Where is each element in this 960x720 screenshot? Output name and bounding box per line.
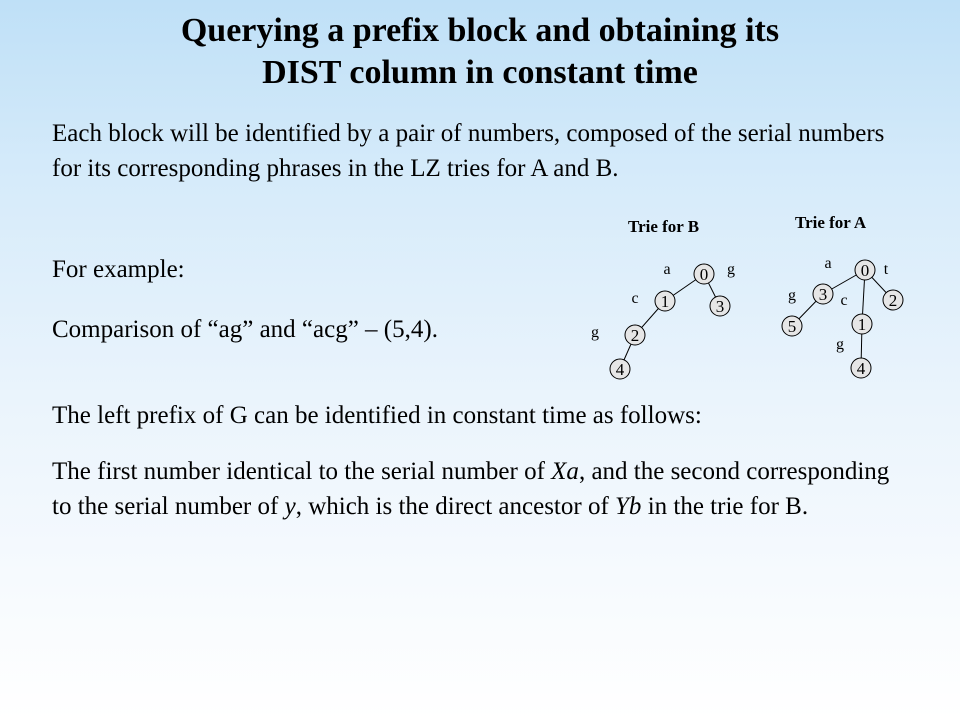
trie-a-edge-g2: g <box>836 336 844 353</box>
trie-a-node-3 <box>813 284 833 304</box>
trie-a-node-2 <box>883 290 903 310</box>
trie-a-node-5 <box>782 316 802 336</box>
trie-diagrams <box>560 200 920 400</box>
para5-y: y <box>284 493 296 520</box>
paragraph-left-prefix: The left prefix of G can be identified in constant time as follows: <box>52 402 702 429</box>
trie-a-edge-a: a <box>824 255 832 272</box>
svg-text:0: 0 <box>860 261 870 280</box>
trie-a-node-1 <box>852 314 872 334</box>
paragraph-block-identification: Each block will be identified by a pair of numbers, composed of the serial numbers for its corresponding phrases in the LZ tries for A and B. <box>52 120 885 182</box>
para5-text-3: , which is the direct ancestor of <box>295 493 616 520</box>
title-line-1: Querying a prefix block and obtaining its <box>180 12 780 49</box>
slide-title <box>0 10 960 94</box>
title-line-2: DIST column in constant time <box>262 54 698 91</box>
svg-text:2: 2 <box>888 291 898 310</box>
trie-a-edge-t: t <box>883 261 889 278</box>
svg-text:5: 5 <box>787 317 797 336</box>
svg-text:4: 4 <box>856 359 866 378</box>
svg-text:0: 0 <box>699 265 709 284</box>
para5-text-1: The first number identical to the serial number of <box>52 458 552 485</box>
trie-b-node-3 <box>710 296 730 316</box>
svg-text:1: 1 <box>660 292 670 311</box>
svg-text:3: 3 <box>715 297 725 316</box>
svg-text:4: 4 <box>615 360 625 379</box>
trie-b-node-4 <box>610 359 630 379</box>
trie-a-edge-g: g <box>788 287 796 304</box>
paragraph-example-intro: For example: <box>52 256 185 283</box>
trie-b-edge-c: c <box>631 290 639 307</box>
trie-a-edge-c: c <box>840 292 848 309</box>
svg-text:1: 1 <box>857 315 867 334</box>
svg-text:2: 2 <box>630 326 640 345</box>
para5-yb: Yb <box>615 493 642 520</box>
para5-xa: Xa <box>551 458 579 485</box>
trie-a-node-0 <box>855 260 875 280</box>
paragraph-serial-numbers <box>52 454 912 524</box>
trie-b-node-1 <box>655 291 675 311</box>
trie-b-edge-a: a <box>663 261 671 278</box>
para5-text-4: in the trie for B. <box>641 493 809 520</box>
trie-a-label: Trie for A <box>795 213 867 232</box>
trie-b-label: Trie for B <box>628 217 700 236</box>
trie-b-node-0 <box>694 264 714 284</box>
trie-a-node-4 <box>851 358 871 378</box>
paragraph-comparison: Comparison of “ag” and “acg” – (5,4). <box>52 316 438 343</box>
trie-b-edge-g2: g <box>591 324 599 341</box>
para5-text-2: , and the second corresponding to the serial number of <box>52 458 890 520</box>
svg-text:3: 3 <box>818 285 828 304</box>
trie-b-node-2 <box>625 325 645 345</box>
trie-b-edge-g: g <box>727 261 735 278</box>
